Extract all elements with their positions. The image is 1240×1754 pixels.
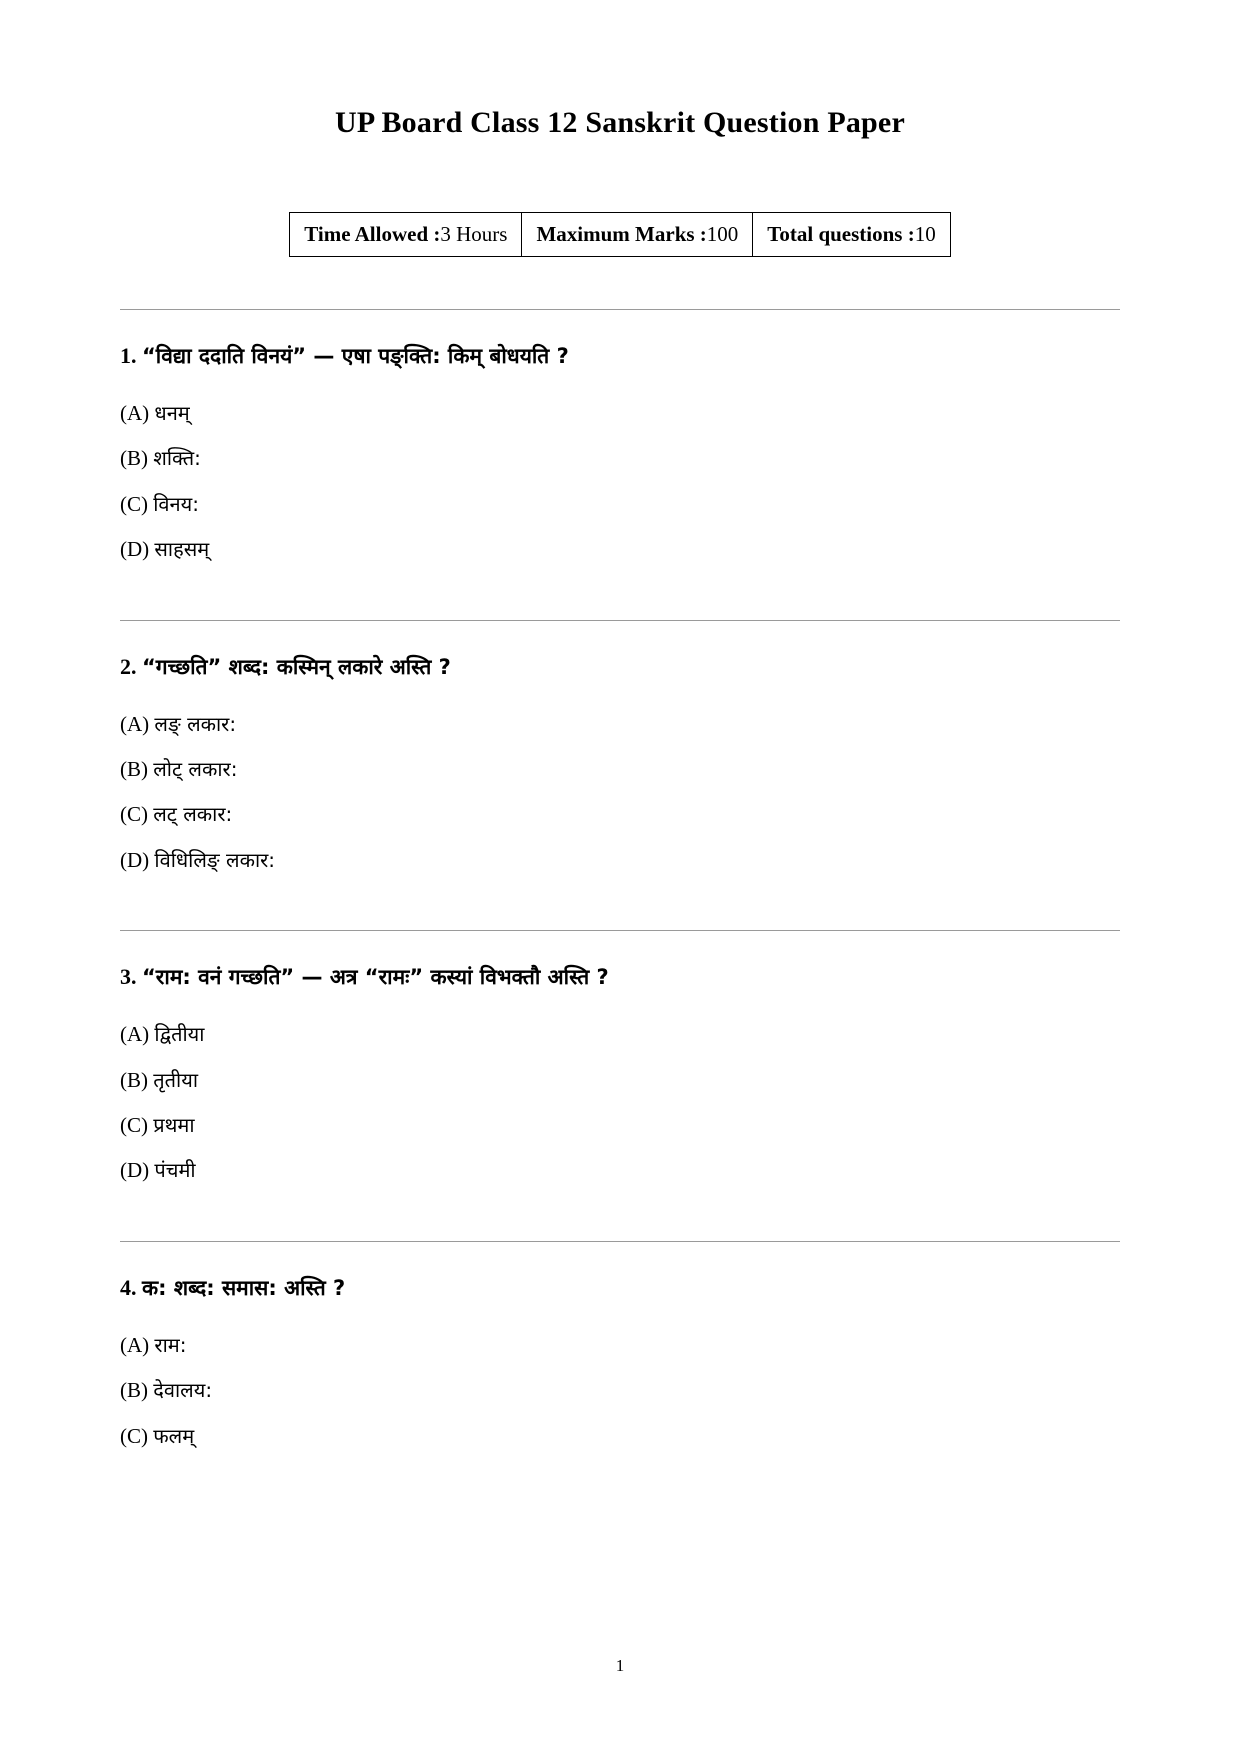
- list-item[interactable]: [120, 1330, 1120, 1360]
- meta-label-maximum-marks: Maximum Marks :: [536, 222, 707, 246]
- section-divider: [120, 620, 1120, 621]
- list-item[interactable]: [120, 1375, 1120, 1405]
- section-divider: [120, 1241, 1120, 1242]
- option-letter: (D): [120, 537, 150, 562]
- question-text: [120, 651, 1120, 683]
- option-text: विनय:: [153, 491, 199, 516]
- option-text: धनम्: [154, 400, 190, 425]
- option-list: [120, 1019, 1120, 1186]
- list-item[interactable]: [120, 1421, 1120, 1451]
- option-letter: (D): [120, 847, 150, 872]
- option-text: लङ् लकार:: [154, 711, 237, 736]
- option-text: पंचमी: [154, 1158, 196, 1183]
- option-letter: (A): [120, 1022, 150, 1047]
- option-letter: (A): [120, 400, 150, 425]
- meta-cell-total-questions: [753, 213, 950, 257]
- option-text: साहसम्: [154, 537, 210, 562]
- question-body: “गच्छति” शब्द: कस्मिन् लकारे अस्ति ?: [142, 654, 451, 679]
- exam-meta-container: [120, 212, 1120, 257]
- question-text: [120, 961, 1120, 993]
- meta-value-time-allowed: 3 Hours: [440, 222, 508, 246]
- list-item[interactable]: [120, 1155, 1120, 1185]
- option-text: प्रथमा: [153, 1113, 195, 1138]
- table-row: [290, 213, 950, 257]
- meta-cell-time-allowed: [290, 213, 522, 257]
- list-item[interactable]: [120, 1019, 1120, 1049]
- option-letter: (B): [120, 1067, 148, 1092]
- question-block: [120, 340, 1120, 565]
- question-block: [120, 1272, 1120, 1451]
- question-text: [120, 1272, 1120, 1304]
- question-number: 3.: [120, 964, 137, 990]
- section-divider: [120, 309, 1120, 310]
- exam-meta-table: [289, 212, 950, 257]
- question-block: [120, 961, 1120, 1186]
- list-item[interactable]: [120, 443, 1120, 473]
- question-body: “राम: वनं गच्छति” — अत्र “रामः” कस्यां विभक्तौ अस्ति ?: [142, 965, 609, 990]
- option-text: शक्ति:: [153, 446, 201, 471]
- meta-value-total-questions: 10: [914, 222, 936, 246]
- list-item[interactable]: [120, 398, 1120, 428]
- section-divider: [120, 930, 1120, 931]
- list-item[interactable]: [120, 1110, 1120, 1140]
- list-item[interactable]: [120, 709, 1120, 739]
- option-letter: (C): [120, 1113, 148, 1138]
- meta-label-time-allowed: Time Allowed :: [304, 222, 441, 246]
- option-text: लट् लकार:: [153, 802, 233, 827]
- meta-cell-maximum-marks: [522, 213, 753, 257]
- option-text: तृतीया: [153, 1067, 199, 1092]
- spacer: [120, 890, 1120, 930]
- option-letter: (B): [120, 756, 148, 781]
- option-text: फलम्: [153, 1423, 195, 1448]
- list-item[interactable]: [120, 799, 1120, 829]
- list-item[interactable]: [120, 489, 1120, 519]
- option-text: विधिलिङ् लकार:: [154, 847, 276, 872]
- option-letter: (C): [120, 802, 148, 827]
- option-letter: (A): [120, 1332, 150, 1357]
- option-letter: (B): [120, 446, 148, 471]
- option-letter: (C): [120, 491, 148, 516]
- option-letter: (A): [120, 711, 150, 736]
- question-number: 4.: [120, 1274, 137, 1300]
- page-title: UP Board Class 12 Sanskrit Question Paper: [335, 106, 905, 139]
- question-text: [120, 340, 1120, 372]
- list-item[interactable]: [120, 754, 1120, 784]
- list-item[interactable]: [120, 534, 1120, 564]
- option-text: लोट् लकार:: [153, 756, 238, 781]
- option-list: [120, 709, 1120, 876]
- list-item[interactable]: [120, 1065, 1120, 1095]
- option-list: [120, 1330, 1120, 1451]
- option-list: [120, 398, 1120, 565]
- question-number: 1.: [120, 343, 137, 368]
- question-number: 2.: [120, 653, 137, 679]
- question-block: [120, 651, 1120, 876]
- option-text: देवालय:: [153, 1378, 213, 1403]
- option-letter: (B): [120, 1378, 148, 1403]
- question-body: “विद्या ददाति विनयं” — एषा पङ्क्ति: किम् बोधयति ?: [142, 344, 569, 368]
- question-body: क: शब्द: समास: अस्ति ?: [142, 1275, 346, 1300]
- option-text: द्वितीया: [154, 1022, 205, 1047]
- list-item[interactable]: [120, 845, 1120, 875]
- meta-value-maximum-marks: 100: [706, 222, 739, 246]
- option-letter: (C): [120, 1423, 148, 1448]
- option-letter: (D): [120, 1158, 150, 1183]
- option-text: राम:: [154, 1332, 187, 1357]
- spacer: [120, 1201, 1120, 1241]
- meta-label-total-questions: Total questions :: [767, 222, 915, 246]
- page-number: 1: [615, 1656, 625, 1675]
- spacer: [120, 580, 1120, 620]
